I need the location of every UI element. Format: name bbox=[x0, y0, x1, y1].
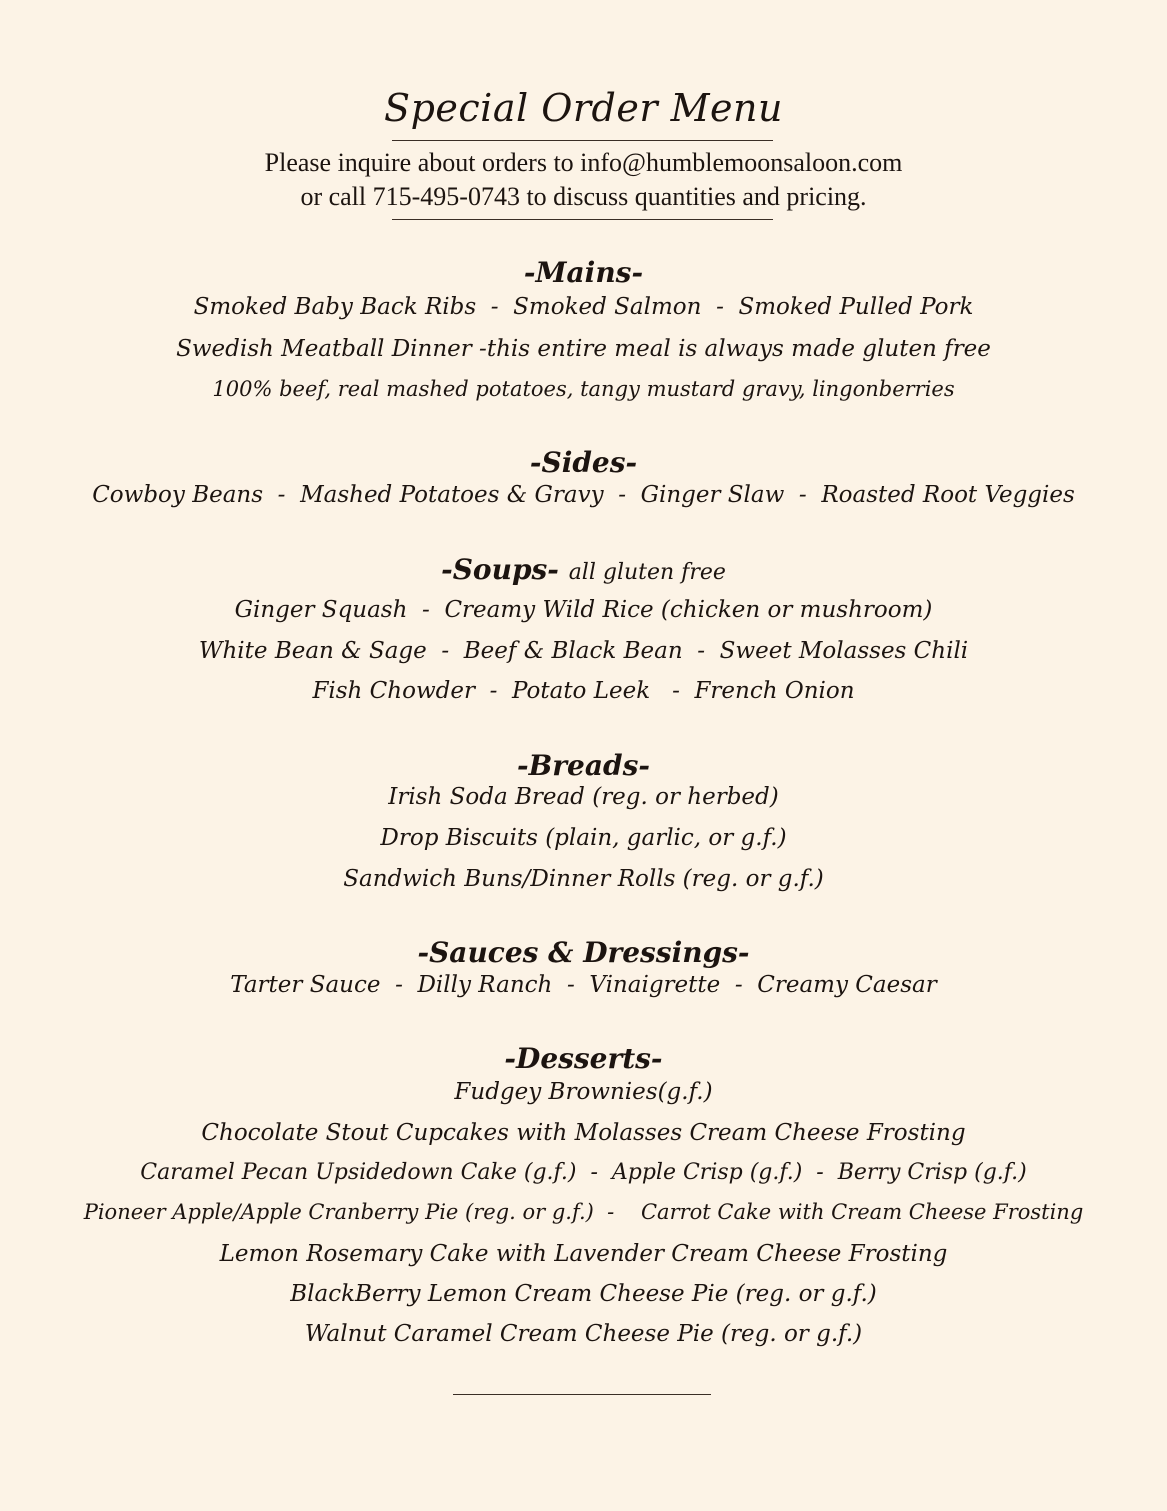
page-title: Special Order Menu bbox=[384, 86, 783, 130]
contact-line-email: Please inquire about orders to info@humblemoonsaloon.com bbox=[264, 148, 903, 177]
mains-line: Smoked Baby Back Ribs - Smoked Salmon - Smoked Pulled Pork bbox=[193, 294, 974, 320]
mains-line: Swedish Meatball Dinner -this entire meal is always made gluten free bbox=[176, 336, 991, 362]
soups-line: Fish Chowder - Potato Leek - French Onion bbox=[312, 678, 855, 704]
desserts-line: Lemon Rosemary Cake with Lavender Cream Cheese Frosting bbox=[219, 1241, 948, 1267]
desserts-line: Fudgey Brownies(g.f.) bbox=[454, 1079, 713, 1105]
desserts-line: Pioneer Apple/Apple Cranberry Pie (reg. or g.f.) - Carrot Cake with Cream Cheese Frosting bbox=[83, 1200, 1084, 1224]
breads-line: Irish Soda Bread (reg. or herbed) bbox=[388, 784, 779, 810]
breads-line: Sandwich Buns/Dinner Rolls (reg. or g.f.) bbox=[343, 866, 824, 892]
section-heading-soups bbox=[0, 553, 1167, 586]
section-heading-desserts: -Desserts- bbox=[504, 1042, 663, 1075]
contact-line-phone: or call 715-495-0743 to discuss quantities and pricing. bbox=[300, 182, 867, 211]
sides-line: Cowboy Beans - Mashed Potatoes & Gravy - Ginger Slaw - Roasted Root Veggies bbox=[92, 482, 1075, 508]
breads-line: Drop Biscuits (plain, garlic, or g.f.) bbox=[380, 825, 787, 851]
soups-line: Ginger Squash - Creamy Wild Rice (chicken or mushroom) bbox=[234, 597, 933, 623]
soups-heading-text: -Soups- bbox=[441, 553, 559, 586]
title-divider bbox=[392, 140, 773, 141]
section-heading-sides: -Sides- bbox=[529, 446, 638, 479]
section-heading-breads: -Breads- bbox=[517, 749, 650, 782]
footer-divider bbox=[453, 1394, 711, 1395]
desserts-line: Caramel Pecan Upsidedown Cake (g.f.) - Apple Crisp (g.f.) - Berry Crisp (g.f.) bbox=[140, 1160, 1027, 1185]
desserts-line: Walnut Caramel Cream Cheese Pie (reg. or g.f.) bbox=[304, 1321, 863, 1347]
section-heading-mains: -Mains- bbox=[523, 256, 644, 289]
desserts-line: BlackBerry Lemon Cream Cheese Pie (reg. or g.f.) bbox=[290, 1281, 877, 1307]
soups-line: White Bean & Sage - Beef & Black Bean - Sweet Molasses Chili bbox=[198, 638, 969, 664]
contact-divider bbox=[392, 219, 773, 220]
soups-note: all gluten free bbox=[568, 560, 726, 585]
sauces-line: Tarter Sauce - Dilly Ranch - Vinaigrette - Creamy Caesar bbox=[230, 972, 937, 998]
mains-line: 100% beef, real mashed potatoes, tangy mustard gravy, lingonberries bbox=[212, 377, 955, 401]
desserts-line: Chocolate Stout Cupcakes with Molasses Cream Cheese Frosting bbox=[201, 1120, 966, 1146]
section-heading-sauces: -Sauces & Dressings- bbox=[417, 936, 750, 969]
